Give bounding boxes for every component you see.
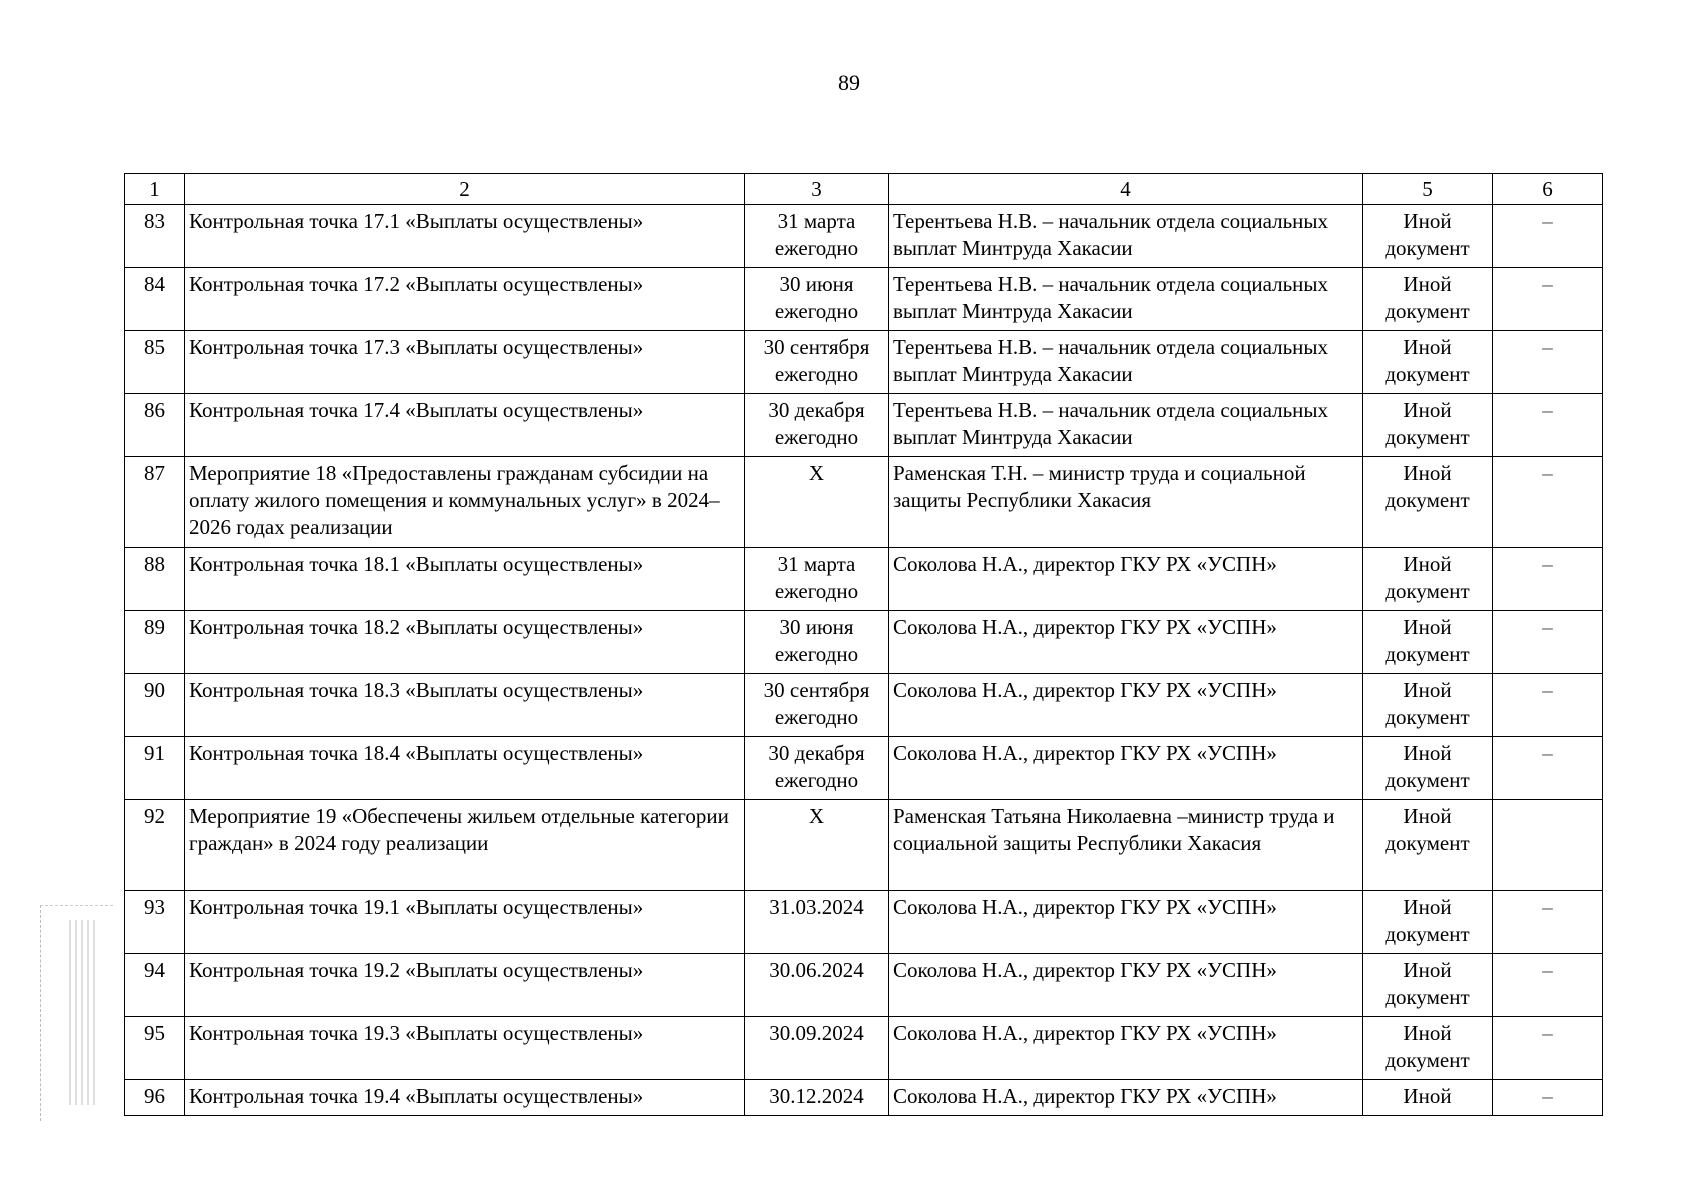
row-number: 89 [125,611,185,674]
column-6-value: – [1493,1080,1603,1116]
header-cell: 5 [1363,174,1493,205]
page-number: 89 [838,70,860,95]
deadline: 30.09.2024 [745,1017,889,1080]
deadline: 30 июня ежегодно [745,268,889,331]
deadline: 30 сентября ежегодно [745,331,889,394]
document-type: Иной документ [1363,891,1493,954]
event-name: Контрольная точка 17.3 «Выплаты осуществлены» [185,331,745,394]
table-row [125,611,1603,674]
event-name: Контрольная точка 18.3 «Выплаты осуществлены» [185,674,745,737]
document-type: Иной документ [1363,457,1493,548]
column-6-value: – [1493,891,1603,954]
table-row [125,674,1603,737]
row-number: 92 [125,800,185,891]
event-name: Контрольная точка 17.2 «Выплаты осуществлены» [185,268,745,331]
document-type: Иной документ [1363,611,1493,674]
event-name: Контрольная точка 19.1 «Выплаты осуществлены» [185,891,745,954]
document-type: Иной документ [1363,394,1493,457]
header-cell: 2 [185,174,745,205]
row-number: 93 [125,891,185,954]
column-6-value: – [1493,548,1603,611]
document-type: Иной документ [1363,268,1493,331]
row-number: 83 [125,205,185,268]
header-cell: 1 [125,174,185,205]
deadline: 30.12.2024 [745,1080,889,1116]
responsible: Соколова Н.А., директор ГКУ РХ «УСПН» [889,954,1363,1017]
responsible: Соколова Н.А., директор ГКУ РХ «УСПН» [889,1080,1363,1116]
event-name: Контрольная точка 17.1 «Выплаты осуществлены» [185,205,745,268]
responsible: Терентьева Н.В. – начальник отдела социальных выплат Минтруда Хакасии [889,331,1363,394]
document-type: Иной документ [1363,331,1493,394]
event-name: Мероприятие 18 «Предоставлены гражданам субсидии на оплату жилого помещения и коммунальных услуг» в 2024–2026 годах реализации [185,457,745,548]
responsible: Соколова Н.А., директор ГКУ РХ «УСПН» [889,737,1363,800]
document-type: Иной документ [1363,737,1493,800]
deadline: 31.03.2024 [745,891,889,954]
column-6-value: – [1493,205,1603,268]
row-number: 84 [125,268,185,331]
column-6-value: – [1493,954,1603,1017]
deadline: 30.06.2024 [745,954,889,1017]
document-type: Иной документ [1363,548,1493,611]
event-name: Контрольная точка 19.2 «Выплаты осуществлены» [185,954,745,1017]
table-row [125,1080,1603,1116]
table-row [125,457,1603,548]
responsible: Терентьева Н.В. – начальник отдела социальных выплат Минтруда Хакасии [889,205,1363,268]
table-row [125,800,1603,891]
table-header-row [125,174,1603,205]
event-name: Контрольная точка 18.2 «Выплаты осуществлены» [185,611,745,674]
event-name: Мероприятие 19 «Обеспечены жильем отдельные категории граждан» в 2024 году реализации [185,800,745,891]
row-number: 91 [125,737,185,800]
column-6-value: – [1493,394,1603,457]
column-6-value: – [1493,737,1603,800]
column-6-value [1493,800,1603,891]
table-row [125,548,1603,611]
column-6-value: – [1493,331,1603,394]
document-type: Иной документ [1363,674,1493,737]
table-row [125,205,1603,268]
deadline: 30 декабря ежегодно [745,737,889,800]
deadline: 30 сентября ежегодно [745,674,889,737]
row-number: 87 [125,457,185,548]
document-type: Иной документ [1363,954,1493,1017]
row-number: 95 [125,1017,185,1080]
event-name: Контрольная точка 19.4 «Выплаты осуществлены» [185,1080,745,1116]
event-name: Контрольная точка 17.4 «Выплаты осуществлены» [185,394,745,457]
responsible: Соколова Н.А., директор ГКУ РХ «УСПН» [889,1017,1363,1080]
row-number: 90 [125,674,185,737]
responsible: Соколова Н.А., директор ГКУ РХ «УСПН» [889,548,1363,611]
table-row [125,891,1603,954]
table-row [125,737,1603,800]
deadline: Х [745,457,889,548]
responsible: Терентьева Н.В. – начальник отдела социальных выплат Минтруда Хакасии [889,268,1363,331]
responsible: Соколова Н.А., директор ГКУ РХ «УСПН» [889,891,1363,954]
margin-stamp-lines [69,920,99,1105]
header-cell: 3 [745,174,889,205]
table-row [125,268,1603,331]
responsible: Раменская Т.Н. – министр труда и социальной защиты Республики Хакасия [889,457,1363,548]
header-cell: 4 [889,174,1363,205]
row-number: 86 [125,394,185,457]
responsible: Раменская Татьяна Николаевна –министр труда и социальной защиты Республики Хакасия [889,800,1363,891]
table-row [125,1017,1603,1080]
row-number: 85 [125,331,185,394]
row-number: 94 [125,954,185,1017]
column-6-value: – [1493,268,1603,331]
document-type: Иной документ [1363,1017,1493,1080]
column-6-value: – [1493,611,1603,674]
document-type: Иной документ [1363,800,1493,891]
event-name: Контрольная точка 18.4 «Выплаты осуществлены» [185,737,745,800]
event-name: Контрольная точка 19.3 «Выплаты осуществлены» [185,1017,745,1080]
deadline: 30 июня ежегодно [745,611,889,674]
document-type: Иной [1363,1080,1493,1116]
header-cell: 6 [1493,174,1603,205]
table-row [125,331,1603,394]
deadline: 30 декабря ежегодно [745,394,889,457]
deadline: 31 марта ежегодно [745,548,889,611]
column-6-value: – [1493,1017,1603,1080]
control-points-table [124,173,1603,1116]
event-name: Контрольная точка 18.1 «Выплаты осуществлены» [185,548,745,611]
column-6-value: – [1493,674,1603,737]
responsible: Соколова Н.А., директор ГКУ РХ «УСПН» [889,611,1363,674]
deadline: Х [745,800,889,891]
column-6-value: – [1493,457,1603,548]
row-number: 96 [125,1080,185,1116]
responsible: Соколова Н.А., директор ГКУ РХ «УСПН» [889,674,1363,737]
row-number: 88 [125,548,185,611]
responsible: Терентьева Н.В. – начальник отдела социальных выплат Минтруда Хакасии [889,394,1363,457]
deadline: 31 марта ежегодно [745,205,889,268]
table-row [125,394,1603,457]
table-row [125,954,1603,1017]
margin-stamp [40,905,113,1121]
document-type: Иной документ [1363,205,1493,268]
